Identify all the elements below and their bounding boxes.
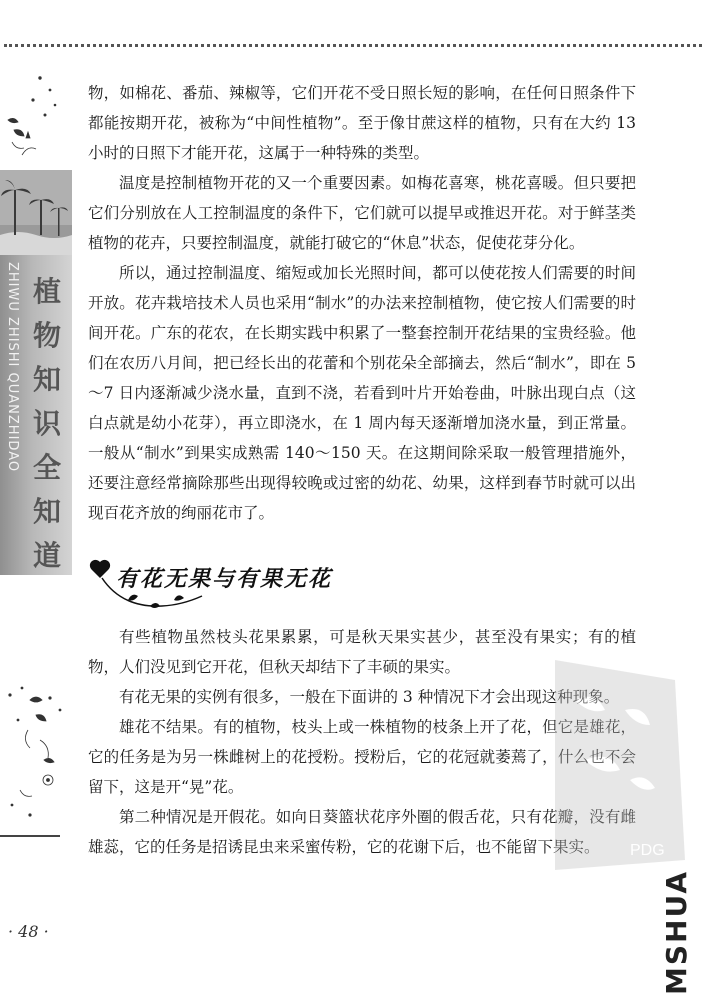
paragraph: 物，如棉花、番茄、辣椒等，它们开花不受日照长短的影响，在任何日照条件下都能按期开花，被称为“中间性植物”。至于像甘蔗这样的植物，只有在大约 13 小时的日照下才能开花，这属于一种特殊的类型。 [88, 84, 636, 162]
page-number: · 48 · [8, 922, 49, 941]
title-char: 物 [32, 319, 61, 352]
paragraph: 有些植物虽然枝头花果累累，可是秋天果实甚少，甚至没有果实；有的植物，人们没见到它开花，但秋天却结下了丰硕的果实。 [88, 628, 636, 676]
title-char: 知 [32, 495, 61, 528]
paragraph: 所以，通过控制温度、缩短或加长光照时间，都可以使花按人们需要的时间开放。花卉栽培技术人员也采用“制水”的办法来控制植物，使它按人们需要的时间开花。广东的花农，在长期实践中积累了一整套控制开花结果的宝贵经验。他们在农历八月间，把已经长出的花蕾和个别花朵全部摘去，然后“制水”，即在 5～7 日内逐渐减少浇水量，直到不浇，若看到叶片开始卷曲，叶脉出现白点（这白点就是幼小花芽），再立即浇水，在 1 周内每天逐渐增加浇水量，到正常量。一般从“制水”到果实成熟需 140～150 天。在这期间除采取一般管理措施外，还要注意经常摘除那些出现得较晚或过密的幼花、幼果，这样到春节时就可以出现百花齐放的绚丽花市了。 [88, 264, 636, 522]
title-char: 知 [32, 363, 61, 396]
sidebar-rule [0, 835, 60, 837]
library-stamp-watermark [535, 650, 695, 880]
sidebar-book-title [30, 270, 64, 578]
floral-decoration-bottom [0, 680, 70, 830]
paragraph: 有花无果的实例有很多，一般在下面讲的 3 种情况下才会出现这种现象。 [119, 688, 620, 706]
floral-decoration-top [0, 60, 70, 170]
sidebar-pinyin: ZHIWU ZHISHI QUANZHIDAO [5, 262, 20, 473]
title-char: 识 [32, 407, 61, 440]
section-heading [88, 556, 488, 616]
body-text-top [88, 78, 636, 528]
title-char: 道 [32, 539, 61, 572]
watermark-text: PDG [630, 842, 665, 859]
title-char: 全 [32, 451, 61, 484]
brand-watermark: MSHUA [660, 869, 693, 995]
title-char: 植 [32, 275, 61, 308]
paragraph: 雄花不结果。有的植物，枝头上或一株植物的枝条上开了花，但它是雄花，它的任务是为另一株雌树上的花授粉。授粉后，它的花冠就萎蔫了，什么也不会留下，这是开“晃”花。 [88, 718, 636, 796]
paragraph: 第二种情况是开假花。如向日葵篮状花序外圈的假舌花，只有花瓣，没有雌雄蕊，它的任务是招诱昆虫来采蜜传粉，它的花谢下后，也不能留下果实。 [88, 808, 636, 856]
palm-landscape-image [0, 170, 72, 255]
top-dotted-rule [4, 44, 702, 47]
paragraph: 温度是控制植物开花的又一个重要因素。如梅花喜寒，桃花喜暖。但只要把它们分别放在人工控制温度的条件下，它们就可以提早或推迟开花。对于鲜茎类植物的花卉，只要控制温度，就能打破它的“休息”状态，促使花芽分化。 [88, 174, 636, 252]
section-title: 有花无果与有果无花 [116, 566, 333, 592]
